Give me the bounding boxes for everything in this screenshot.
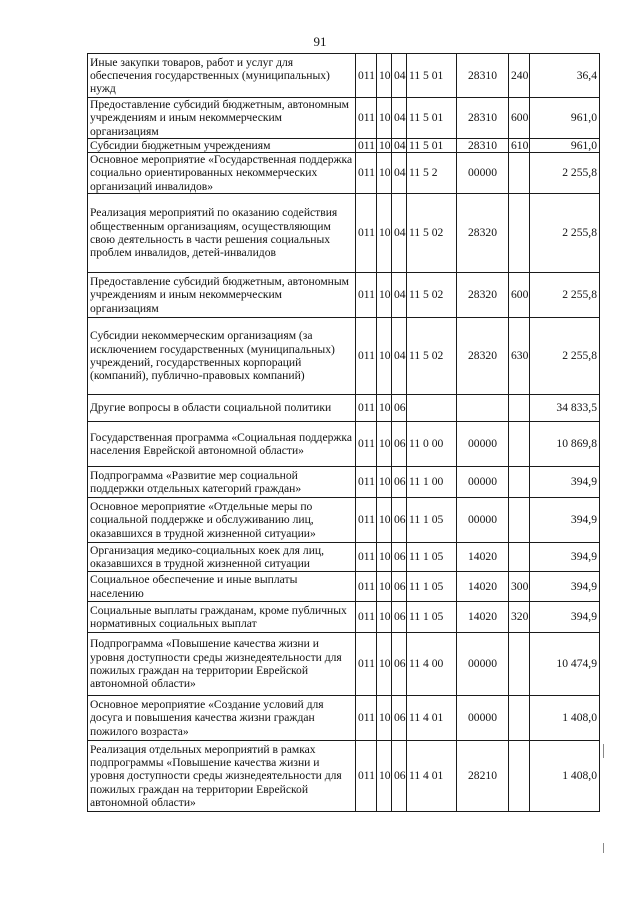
expense-type-code: 320 xyxy=(509,602,530,633)
program-code: 11 5 02 xyxy=(407,273,457,318)
subsection-code: 04 xyxy=(392,138,407,152)
direction-code: 28210 xyxy=(457,741,509,812)
ministry-code: 011 xyxy=(356,633,377,696)
table-row xyxy=(88,543,600,572)
program-code: 11 1 05 xyxy=(407,543,457,572)
row-name: Организация медико-социальных коек для лиц, оказавшихся в трудной жизненной ситуации xyxy=(88,543,356,572)
expense-type-code xyxy=(509,543,530,572)
row-name: Субсидии некоммерческим организациям (за исключением государственных (муниципальных) учреждений, государственных корпораций (компаний), публично-правовых компаний) xyxy=(88,318,356,395)
program-code: 11 4 01 xyxy=(407,696,457,741)
section-code: 10 xyxy=(377,498,392,543)
direction-code: 28320 xyxy=(457,318,509,395)
direction-code: 00000 xyxy=(457,696,509,741)
section-code: 10 xyxy=(377,54,392,98)
direction-code: 00000 xyxy=(457,498,509,543)
ministry-code: 011 xyxy=(356,194,377,273)
ministry-code: 011 xyxy=(356,422,377,467)
amount: 1 408,0 xyxy=(530,741,600,812)
direction-code xyxy=(457,395,509,422)
amount: 961,0 xyxy=(530,138,600,152)
section-code: 10 xyxy=(377,395,392,422)
row-name: Подпрограмма «Развитие мер социальной поддержки отдельных категорий граждан» xyxy=(88,467,356,498)
amount: 1 408,0 xyxy=(530,696,600,741)
expense-type-code: 600 xyxy=(509,273,530,318)
table-row xyxy=(88,498,600,543)
expense-type-code xyxy=(509,395,530,422)
row-name: Другие вопросы в области социальной политики xyxy=(88,395,356,422)
ministry-code: 011 xyxy=(356,572,377,602)
program-code: 11 5 01 xyxy=(407,54,457,98)
ministry-code: 011 xyxy=(356,273,377,318)
section-code: 10 xyxy=(377,318,392,395)
amount: 961,0 xyxy=(530,98,600,139)
edge-mark xyxy=(603,843,604,853)
row-name: Субсидии бюджетным учреждениям xyxy=(88,138,356,152)
amount: 2 255,8 xyxy=(530,194,600,273)
expense-type-code: 630 xyxy=(509,318,530,395)
expense-type-code xyxy=(509,467,530,498)
subsection-code: 04 xyxy=(392,194,407,273)
ministry-code: 011 xyxy=(356,467,377,498)
section-code: 10 xyxy=(377,633,392,696)
row-name: Социальные выплаты гражданам, кроме публичных нормативных социальных выплат xyxy=(88,602,356,633)
amount: 36,4 xyxy=(530,54,600,98)
program-code: 11 5 2 xyxy=(407,153,457,194)
program-code: 11 5 01 xyxy=(407,98,457,139)
table-row xyxy=(88,741,600,812)
expense-type-code: 240 xyxy=(509,54,530,98)
table-row xyxy=(88,602,600,633)
amount: 34 833,5 xyxy=(530,395,600,422)
direction-code: 28310 xyxy=(457,138,509,152)
table-row xyxy=(88,98,600,139)
table-row xyxy=(88,572,600,602)
table-row xyxy=(88,194,600,273)
expense-type-code xyxy=(509,741,530,812)
expense-type-code xyxy=(509,422,530,467)
section-code: 10 xyxy=(377,572,392,602)
table-row xyxy=(88,318,600,395)
subsection-code: 06 xyxy=(392,602,407,633)
program-code: 11 1 05 xyxy=(407,498,457,543)
section-code: 10 xyxy=(377,543,392,572)
subsection-code: 06 xyxy=(392,696,407,741)
section-code: 10 xyxy=(377,696,392,741)
expense-type-code xyxy=(509,194,530,273)
program-code: 11 0 00 xyxy=(407,422,457,467)
expense-type-code: 610 xyxy=(509,138,530,152)
amount: 10 869,8 xyxy=(530,422,600,467)
subsection-code: 04 xyxy=(392,54,407,98)
row-name: Основное мероприятие «Создание условий для досуга и повышения качества жизни граждан пожилого возраста» xyxy=(88,696,356,741)
table-row xyxy=(88,138,600,152)
ministry-code: 011 xyxy=(356,98,377,139)
amount: 394,9 xyxy=(530,498,600,543)
expense-type-code xyxy=(509,498,530,543)
direction-code: 00000 xyxy=(457,422,509,467)
direction-code: 28310 xyxy=(457,54,509,98)
table-row xyxy=(88,395,600,422)
program-code: 11 4 00 xyxy=(407,633,457,696)
program-code: 11 1 05 xyxy=(407,572,457,602)
subsection-code: 06 xyxy=(392,572,407,602)
table-row xyxy=(88,273,600,318)
table-row xyxy=(88,153,600,194)
program-code: 11 5 02 xyxy=(407,318,457,395)
amount: 394,9 xyxy=(530,602,600,633)
ministry-code: 011 xyxy=(356,138,377,152)
ministry-code: 011 xyxy=(356,153,377,194)
program-code: 11 4 01 xyxy=(407,741,457,812)
expense-type-code: 300 xyxy=(509,572,530,602)
row-name: Подпрограмма «Повышение качества жизни и уровня доступности среды жизнедеятельности для пожилых граждан на территории Еврейской автономной области» xyxy=(88,633,356,696)
section-code: 10 xyxy=(377,467,392,498)
row-name: Основное мероприятие «Государственная поддержка социально ориентированных некоммерческих организаций инвалидов» xyxy=(88,153,356,194)
ministry-code: 011 xyxy=(356,498,377,543)
subsection-code: 06 xyxy=(392,498,407,543)
direction-code: 28310 xyxy=(457,98,509,139)
program-code: 11 5 02 xyxy=(407,194,457,273)
amount: 2 255,8 xyxy=(530,273,600,318)
row-name: Предоставление субсидий бюджетным, автономным учреждениям и иным некоммерческим организациям xyxy=(88,273,356,318)
budget-table xyxy=(87,53,600,812)
expense-type-code xyxy=(509,696,530,741)
expense-type-code xyxy=(509,153,530,194)
table-row xyxy=(88,696,600,741)
amount: 394,9 xyxy=(530,543,600,572)
section-code: 10 xyxy=(377,273,392,318)
amount: 2 255,8 xyxy=(530,153,600,194)
section-code: 10 xyxy=(377,138,392,152)
row-name: Государственная программа «Социальная поддержка населения Еврейской автономной области» xyxy=(88,422,356,467)
table-row xyxy=(88,422,600,467)
subsection-code: 06 xyxy=(392,395,407,422)
subsection-code: 06 xyxy=(392,422,407,467)
row-name: Основное мероприятие «Отдельные меры по социальной поддержке и обслуживанию лиц, оказавшихся в трудной жизненной ситуации» xyxy=(88,498,356,543)
subsection-code: 04 xyxy=(392,153,407,194)
amount: 394,9 xyxy=(530,572,600,602)
section-code: 10 xyxy=(377,602,392,633)
table-row xyxy=(88,54,600,98)
row-name: Реализация мероприятий по оказанию содействия общественным организациям, осуществляющим свою деятельность в части решения социальных проблем инвалидов, детей-инвалидов xyxy=(88,194,356,273)
page-number: 91 xyxy=(313,34,327,49)
row-name: Социальное обеспечение и иные выплаты населению xyxy=(88,572,356,602)
direction-code: 28320 xyxy=(457,194,509,273)
direction-code: 28320 xyxy=(457,273,509,318)
subsection-code: 06 xyxy=(392,633,407,696)
section-code: 10 xyxy=(377,422,392,467)
ministry-code: 011 xyxy=(356,395,377,422)
expense-type-code: 600 xyxy=(509,98,530,139)
subsection-code: 04 xyxy=(392,318,407,395)
direction-code: 14020 xyxy=(457,543,509,572)
ministry-code: 011 xyxy=(356,543,377,572)
section-code: 10 xyxy=(377,98,392,139)
program-code: 11 5 01 xyxy=(407,138,457,152)
section-code: 10 xyxy=(377,194,392,273)
subsection-code: 06 xyxy=(392,741,407,812)
direction-code: 14020 xyxy=(457,602,509,633)
direction-code: 14020 xyxy=(457,572,509,602)
subsection-code: 04 xyxy=(392,273,407,318)
subsection-code: 04 xyxy=(392,98,407,139)
subsection-code: 06 xyxy=(392,467,407,498)
ministry-code: 011 xyxy=(356,696,377,741)
direction-code: 00000 xyxy=(457,467,509,498)
program-code: 11 1 00 xyxy=(407,467,457,498)
ministry-code: 011 xyxy=(356,741,377,812)
row-name: Предоставление субсидий бюджетным, автономным учреждениям и иным некоммерческим организациям xyxy=(88,98,356,139)
amount: 394,9 xyxy=(530,467,600,498)
direction-code: 00000 xyxy=(457,633,509,696)
section-code: 10 xyxy=(377,741,392,812)
table-row xyxy=(88,467,600,498)
table-row xyxy=(88,633,600,696)
subsection-code: 06 xyxy=(392,543,407,572)
direction-code: 00000 xyxy=(457,153,509,194)
edge-mark xyxy=(603,744,604,758)
row-name: Иные закупки товаров, работ и услуг для обеспечения государственных (муниципальных) нужд xyxy=(88,54,356,98)
program-code: 11 1 05 xyxy=(407,602,457,633)
ministry-code: 011 xyxy=(356,602,377,633)
amount: 10 474,9 xyxy=(530,633,600,696)
row-name: Реализация отдельных мероприятий в рамках подпрограммы «Повышение качества жизни и уровня доступности среды жизнедеятельности для пожилых граждан на территории Еврейской автономной области» xyxy=(88,741,356,812)
ministry-code: 011 xyxy=(356,318,377,395)
program-code xyxy=(407,395,457,422)
ministry-code: 011 xyxy=(356,54,377,98)
expense-type-code xyxy=(509,633,530,696)
amount: 2 255,8 xyxy=(530,318,600,395)
section-code: 10 xyxy=(377,153,392,194)
